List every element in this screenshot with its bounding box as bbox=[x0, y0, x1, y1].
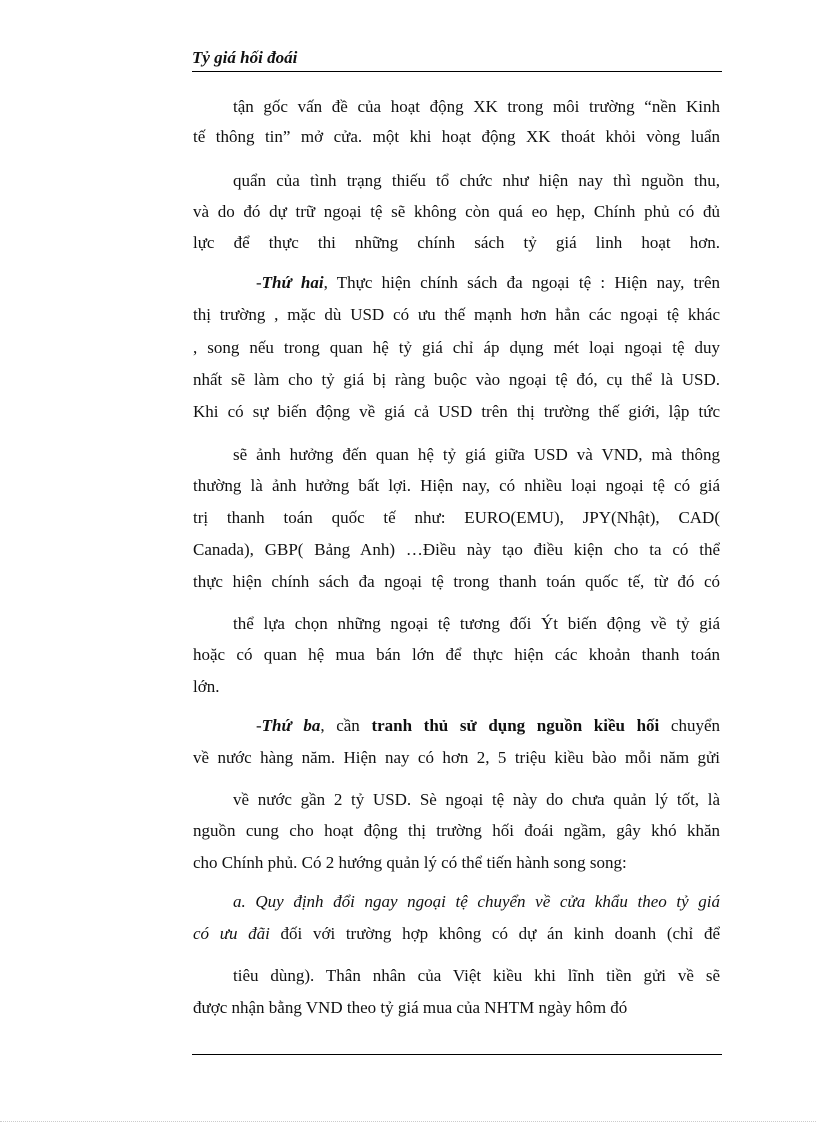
text-span: chuyển bbox=[659, 716, 721, 735]
text-line: nhất sẽ làm cho tỷ giá bị ràng buộc vào ngoại tệ đó, cụ thể là USD. bbox=[193, 370, 720, 389]
text-line: được nhận bằng VND theo tỷ giá mua của NHTM ngày hôm đó bbox=[193, 998, 628, 1017]
bold-phrase: tranh thủ sử dụng nguồn kiều hối bbox=[371, 716, 660, 735]
text-line: về nước gần 2 tỷ USD. Sè ngoại tệ này do chưa quản lý tốt, là bbox=[233, 790, 720, 809]
text-line: về nước hàng năm. Hiện nay có hơn 2, 5 triệu kiều bào mỗi năm gửi bbox=[193, 748, 720, 767]
text-span: , cần bbox=[320, 716, 372, 735]
text-span: , Thực hiện chính sách đa ngoại tệ : Hiện nay, trên bbox=[323, 273, 720, 292]
text-line: nguồn cung cho hoạt động thị trường hối đoái ngầm, gây khó khăn bbox=[193, 821, 720, 840]
running-header-title: Tỷ giá hối đoái bbox=[192, 48, 298, 67]
paragraph-thu-hai-heading bbox=[256, 273, 720, 293]
text-line: thực hiện chính sách đa ngoại tệ trong thanh toán quốc tế, từ đó có bbox=[193, 572, 720, 591]
text-line-italic: a. Quy định đổi ngay ngoại tệ chuyển về cửa khẩu theo tỷ giá bbox=[233, 892, 720, 911]
text-line: quẩn của tình trạng thiếu tổ chức như hiện nay thì nguồn thu, bbox=[233, 171, 720, 190]
text-line: lớn. bbox=[193, 677, 220, 696]
header-rule bbox=[192, 71, 722, 72]
text-line: tế thông tin” mở cửa. một khi hoạt động XK thoát khỏi vòng luẩn bbox=[193, 127, 720, 146]
text-line: cho Chính phủ. Có 2 hướng quản lý có thể tiến hành song song: bbox=[193, 853, 627, 872]
text-line: thể lựa chọn những ngoại tệ tương đối Ýt biến động về tỷ giá bbox=[233, 614, 720, 633]
text-line: sẽ ảnh hưởng đến quan hệ tỷ giá giữa USD và VND, mà thông bbox=[233, 445, 720, 464]
text-line: trị thanh toán quốc tế như: EURO(EMU), JPY(Nhật), CAD( bbox=[193, 508, 720, 527]
bold-term-thu-hai: Thứ hai bbox=[261, 273, 324, 292]
text-line: Canada), GBP( Bảng Anh) …Điều này tạo điều kiện cho ta có thể bbox=[193, 540, 720, 559]
text-line: lực để thực thi những chính sách tỷ giá linh hoạt hơn. bbox=[193, 233, 720, 252]
text-line: Khi có sự biến động về giá cả USD trên thị trường thế giới, lập tức bbox=[193, 402, 720, 421]
text-line: hoặc có quan hệ mua bán lớn để thực hiện các khoản thanh toán bbox=[193, 645, 720, 664]
text-line: thị trường , mặc dù USD có ưu thế mạnh hơn hẳn các ngoại tệ khác bbox=[193, 305, 720, 324]
text-line: , song nếu trong quan hệ tỷ giá chỉ áp dụng mét loại ngoại tệ duy bbox=[193, 338, 720, 357]
text-prefix: - bbox=[256, 273, 262, 292]
text-line: tiêu dùng). Thân nhân của Việt kiều khi lĩnh tiền gửi về sẽ bbox=[233, 966, 720, 985]
text-prefix: - bbox=[256, 716, 262, 735]
page-edge-dotted-line bbox=[0, 1121, 816, 1122]
text-line: tận gốc vấn đề của hoạt động XK trong môi trường “nền Kinh bbox=[233, 97, 720, 116]
text-line: thường là ảnh hưởng bất lợi. Hiện nay, có nhiều loại ngoại tệ có giá bbox=[193, 476, 720, 495]
text-line bbox=[193, 924, 720, 944]
bold-term-thu-ba: Thứ ba bbox=[261, 716, 321, 735]
footer-rule bbox=[192, 1054, 722, 1055]
italic-phrase: có ưu đãi bbox=[193, 924, 270, 943]
paragraph-thu-ba-heading bbox=[256, 716, 720, 736]
text-line: và do đó dự trữ ngoại tệ sẽ không còn quá eo hẹp, Chính phủ có đủ bbox=[193, 202, 720, 221]
text-span: đối với trường hợp không có dự án kinh doanh (chỉ để bbox=[269, 924, 721, 943]
